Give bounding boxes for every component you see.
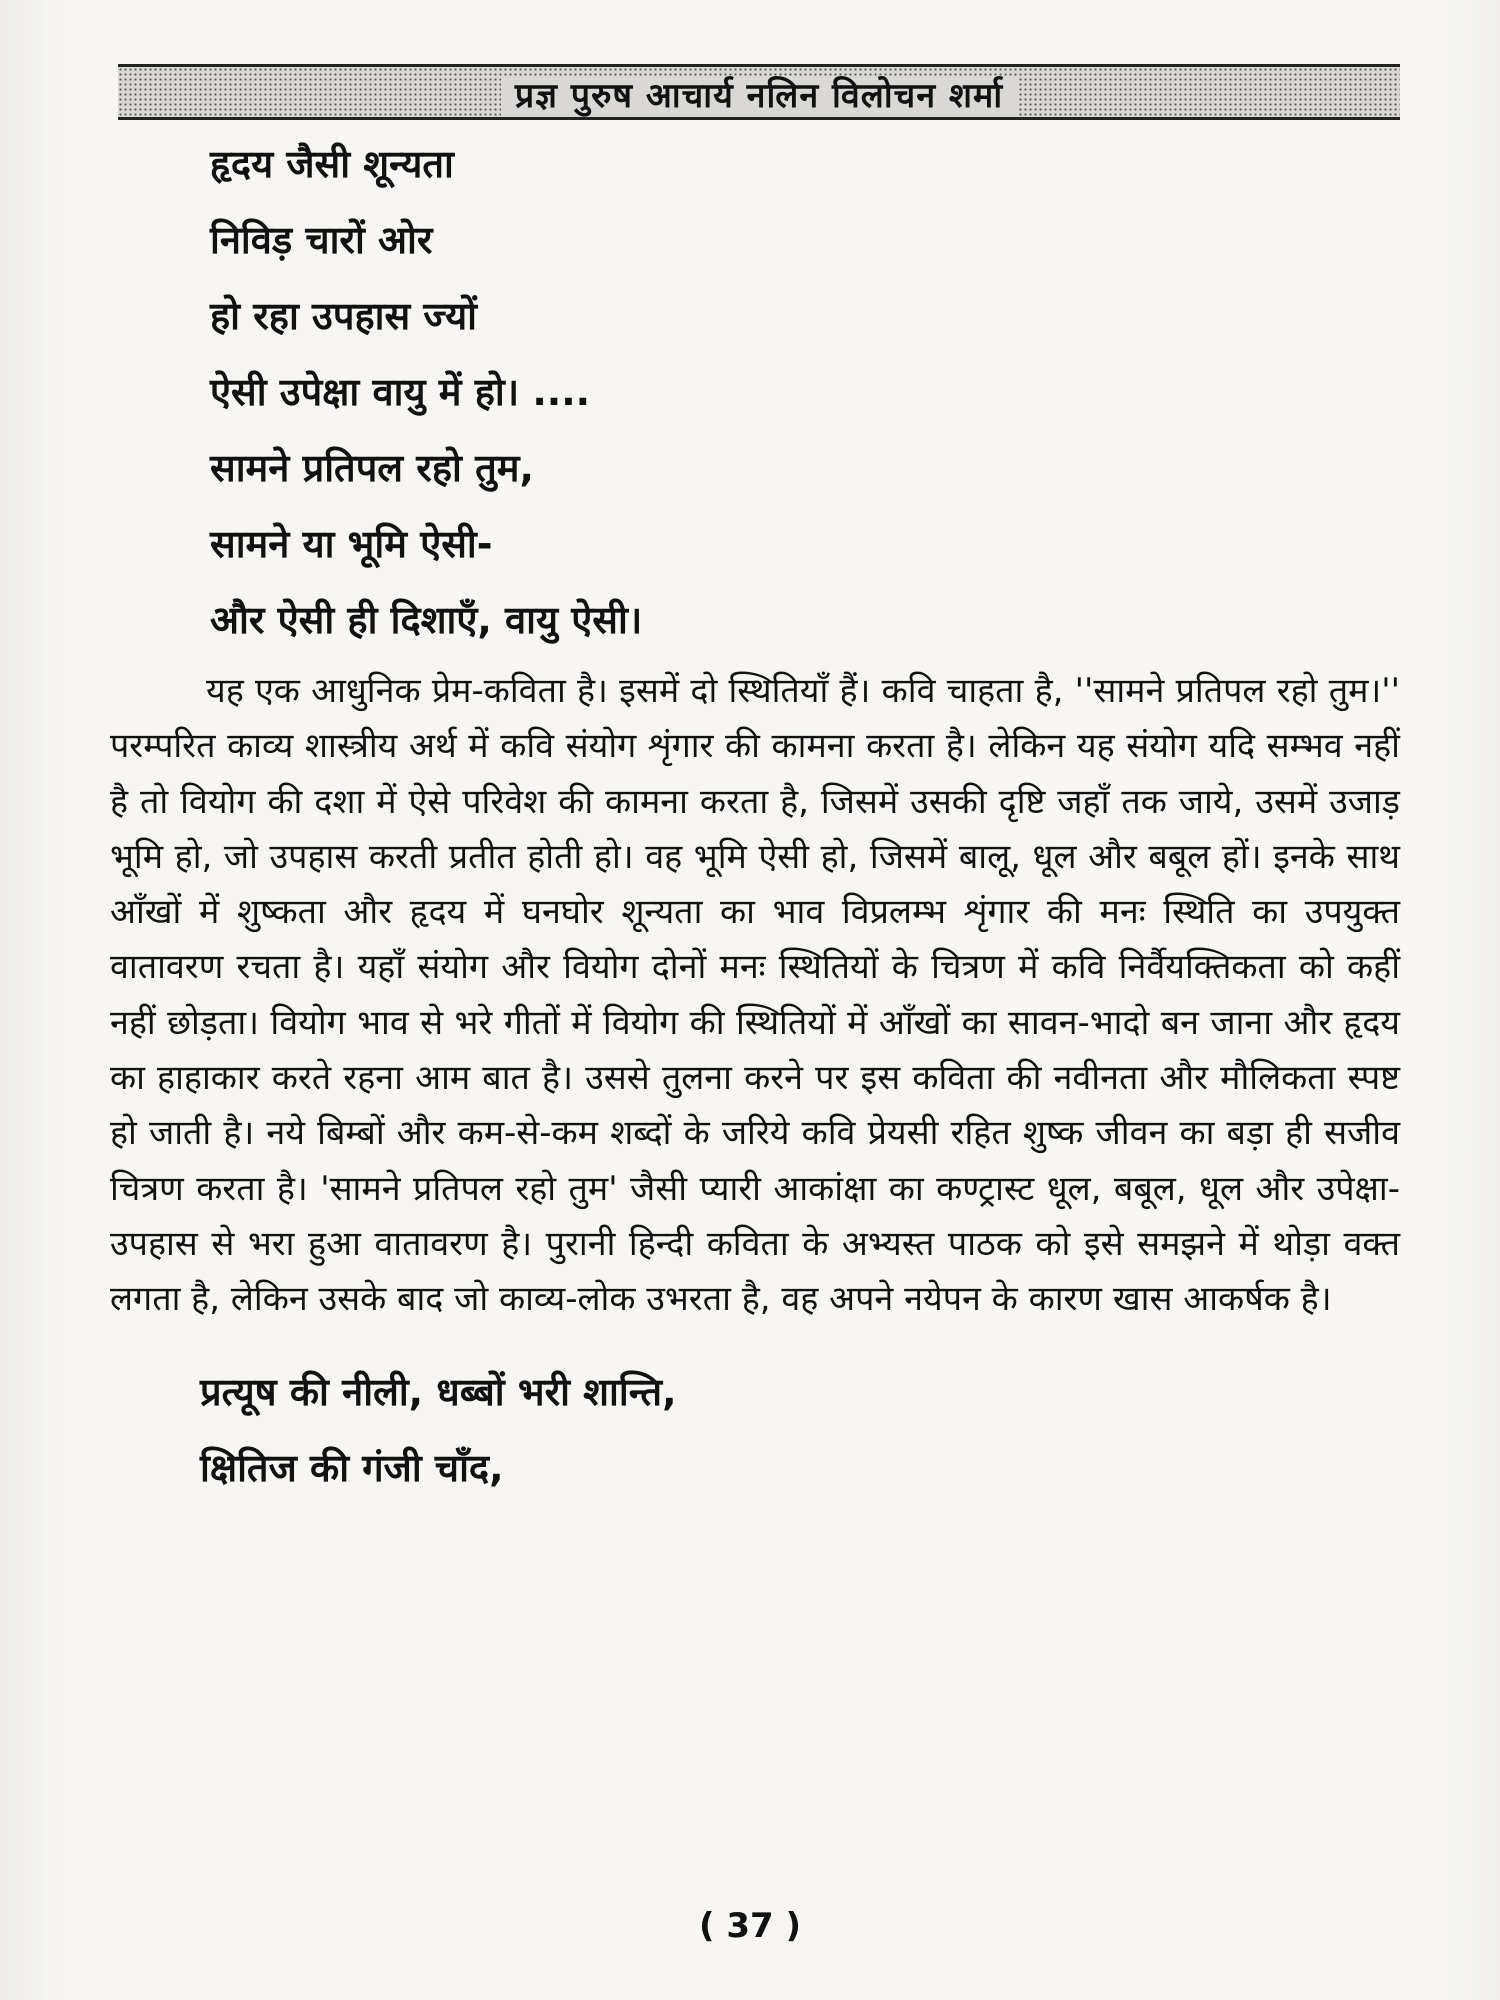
verse-line: सामने प्रतिपल रहो तुम, [210, 446, 534, 490]
verse-block-1 [110, 126, 1400, 658]
page-content [110, 126, 1400, 1506]
verse-line: प्रत्यूष की नीली, धब्बों भरी शान्ति, [200, 1369, 677, 1414]
header-title: प्रज्ञ पुरुष आचार्य नलिन विलोचन शर्मा [501, 76, 1017, 116]
commentary-paragraph: यह एक आधुनिक प्रेम-कविता है। इसमें दो स्थितियाँ हैं। कवि चाहता है, ''सामने प्रतिपल रहो तुम।'' परम्परित काव्य शास्त्रीय अर्थ में कवि संयोग शृंगार की कामना करता है। लेकिन यह संयोग यदि सम्भव नहीं है तो वियोग की दशा में ऐसे परिवेश की कामना करता है, जिसमें उसकी दृष्टि जहाँ तक जाये, उसमें उजाड़ भूमि हो, जो उपहास करती प्रतीत होती हो। वह भूमि ऐसी हो, जिसमें बालू, धूल और बबूल हों। इनके साथ आँखों में शुष्कता और हृदय में घनघोर शून्यता का भाव विप्रलम्भ शृंगार की मनः स्थिति का उपयुक्त वातावरण रचता है। यहाँ संयोग और वियोग दोनों मनः स्थितियों के चित्रण में कवि निर्वैयक्तिकता को कहीं नहीं छोड़ता। वियोग भाव से भरे गीतों में वियोग की स्थितियों में आँखों का सावन-भादो बन जाना और हृदय का हाहाकार करते रहना आम बात है। उससे तुलना करने पर इस कविता की नवीनता और मौलिकता स्पष्ट हो जाती है। नये बिम्बों और कम-से-कम शब्दों के जरिये कवि प्रेयसी रहित शुष्क जीवन का बड़ा ही सजीव चित्रण करता है। 'सामने प्रतिपल रहो तुम' जैसी प्यारी आकांक्षा का कण्ट्रास्ट धूल, बबूल, धूल और उपेक्षा-उपहास से भरा हुआ वातावरण है। पुरानी हिन्दी कविता के अभ्यस्त पाठक को इसे समझने में थोड़ा वक्त लगता है, लेकिन उसके बाद जो काव्य-लोक उभरता है, वह अपने नयेपन के कारण खास आकर्षक है। [110, 671, 1400, 1320]
verse-line: हृदय जैसी शून्यता [210, 142, 454, 186]
verse-line: और ऐसी ही दिशाएँ, वायु ऐसी। [210, 598, 643, 642]
verse-line: ऐसी उपेक्षा वायु में हो। .... [210, 370, 591, 414]
verse-line: सामने या भूमि ऐसी- [210, 522, 493, 566]
verse-line: हो रहा उपहास ज्यों [210, 294, 478, 338]
verse-block-2 [110, 1354, 1400, 1506]
verse-line: निविड़ चारों ओर [210, 218, 433, 262]
page-number: ( 37 ) [698, 1906, 802, 1946]
running-header [118, 64, 1400, 120]
verse-line: क्षितिज की गंजी चाँद, [200, 1445, 504, 1490]
